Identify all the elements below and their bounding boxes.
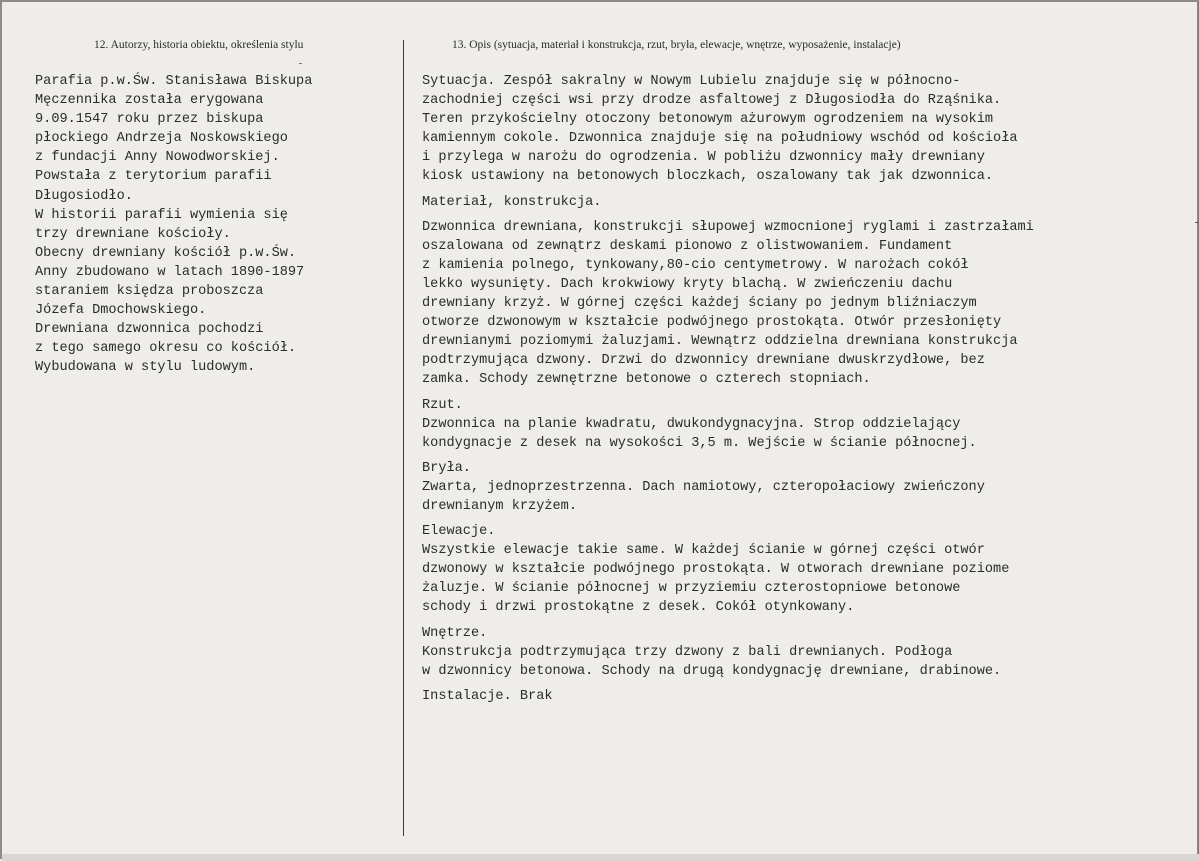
history-text-line: z fundacji Anny Nowodworskiej. [35,150,280,166]
description-text-line: Teren przykościelny otoczony betonowym ażurowym ogrodzeniem na wysokim [422,112,994,128]
description-text-line: otworze dzwonowym w kształcie podwójnego prostokąta. Otwór przesłonięty [422,315,1002,331]
history-text-line: Powstała z terytorium parafii [35,169,272,185]
description-text-line: Sytuacja. Zespół sakralny w Nowym Lubielu znajduje się w północno- [422,74,961,89]
description-text-line: zamka. Schody zewnętrzne betonowe o czterech stopniach. [422,372,871,388]
description-text-line: podtrzymująca dzwony. Drzwi do dzwonnicy drewniane dwuskrzydłowe, bez [422,353,985,369]
history-text-line: trzy drewniane kościoły. [35,226,231,242]
description-text-line: Bryła. [422,460,471,476]
description-text-line: drewniany krzyż. W górnej części każdej ściany po jednym bliźniaczym [422,296,977,312]
description-text-line: dzwonowy w kształcie podwójnego prostokąta. W otworach drewniane poziome [422,562,1010,578]
edge-tick-mark [1195,222,1199,223]
history-text-line: Obecny drewniany kościół p.w.Św. [35,245,297,261]
history-text-line: Długosiodło. [35,188,133,204]
description-text-line: żaluzje. W ścianie północnej w przyziemiu czterostopniowe betonowe [422,581,961,597]
description-text-line: kiosk ustawiony na betonowych bloczkach, oszalowany tak jak dzwonnica. [422,169,994,185]
history-text-line: Józefa Dmochowskiego. [35,303,207,319]
description-text-line: oszalowana od zewnątrz deskami pionowo z olistwowaniem. Fundament [422,238,953,254]
description-text-line: drewnianym krzyżem. [422,498,577,514]
description-text-line: Rzut. [422,397,463,413]
description-text-line: kondygnacje z desek na wysokości 3,5 m. Wejście w ścianie północnej. [422,435,977,451]
description-text-line: Wszystkie elewacje takie same. W każdej ścianie w górnej części otwór [422,543,985,559]
section-12-header: 12. Autorzy, historia obiektu, określenia stylu [94,39,304,51]
description-text-line: w dzwonnicy betonowa. Schody na drugą kondygnację drewniane, drabinowe. [422,663,1002,679]
description-text-line: zachodniej części wsi przy drodze asfaltowej z Długosiodła do Rząśnika. [422,93,1002,109]
history-text-column [35,72,312,378]
history-text-line: W historii parafii wymienia się [35,207,288,223]
bottom-edge-shadow [2,854,1199,861]
column-divider [403,40,404,836]
history-text-line: z tego samego okresu co kościół. [35,341,297,357]
history-text-line: płockiego Andrzeja Noskowskiego [35,131,288,147]
description-text-line: Materiał, konstrukcja. [422,194,602,210]
section-13-header: 13. Opis (sytuacja, materiał i konstrukcja, rzut, bryła, elewacje, wnętrze, wyposażenie, instalacje) [452,39,901,51]
description-text-line: Instalacje. Brak [422,688,553,704]
history-text-line: Anny zbudowano w latach 1890-1897 [35,264,305,280]
history-text-line: Męczennika została erygowana [35,93,264,109]
description-text-column [422,72,1034,706]
description-text-line: Dzwonnica na planie kwadratu, dwukondygnacyjna. Strop oddzielający [422,416,961,432]
description-text-line: schody i drzwi prostokątne z desek. Cokół otynkowany. [422,600,855,616]
description-text-line: Konstrukcja podtrzymująca trzy dzwony z bali drewnianych. Podłoga [422,644,953,660]
description-text-line: i przylega w narożu do ogrodzenia. W pobliżu dzwonnicy mały drewniany [422,150,985,166]
description-text-line: Wnętrze. [422,625,488,641]
history-text-line: Parafia p.w.Św. Stanisława Biskupa [35,74,313,89]
history-text-line: staraniem księdza proboszcza [35,284,264,300]
history-text-line: Drewniana dzwonnica pochodzi [35,322,264,338]
description-text-line: drewnianymi poziomymi żaluzjami. Wewnątrz oddzielna drewniana konstrukcja [422,334,1018,350]
description-text-line: kamiennym cokole. Dzwonnica znajduje się na południowy wschód od kościoła [422,131,1018,147]
description-text-line: z kamienia polnego, tynkowany,80-cio centymetrowy. W narożach cokół [422,257,969,273]
description-text-line: Elewacje. [422,524,496,540]
description-text-line: Zwarta, jednoprzestrzenna. Dach namiotowy, czteropołaciowy zwieńczony [422,479,985,495]
description-text-line: Dzwonnica drewniana, konstrukcji słupowej wzmocnionej ryglami i zastrzałami [422,219,1034,235]
history-text-line: Wybudowana w stylu ludowym. [35,360,256,376]
paper-speck [299,63,302,64]
history-text-line: 9.09.1547 roku przez biskupa [35,112,264,128]
description-text-line: lekko wysunięty. Dach krokwiowy kryty blachą. W zwieńczeniu dachu [422,276,953,292]
